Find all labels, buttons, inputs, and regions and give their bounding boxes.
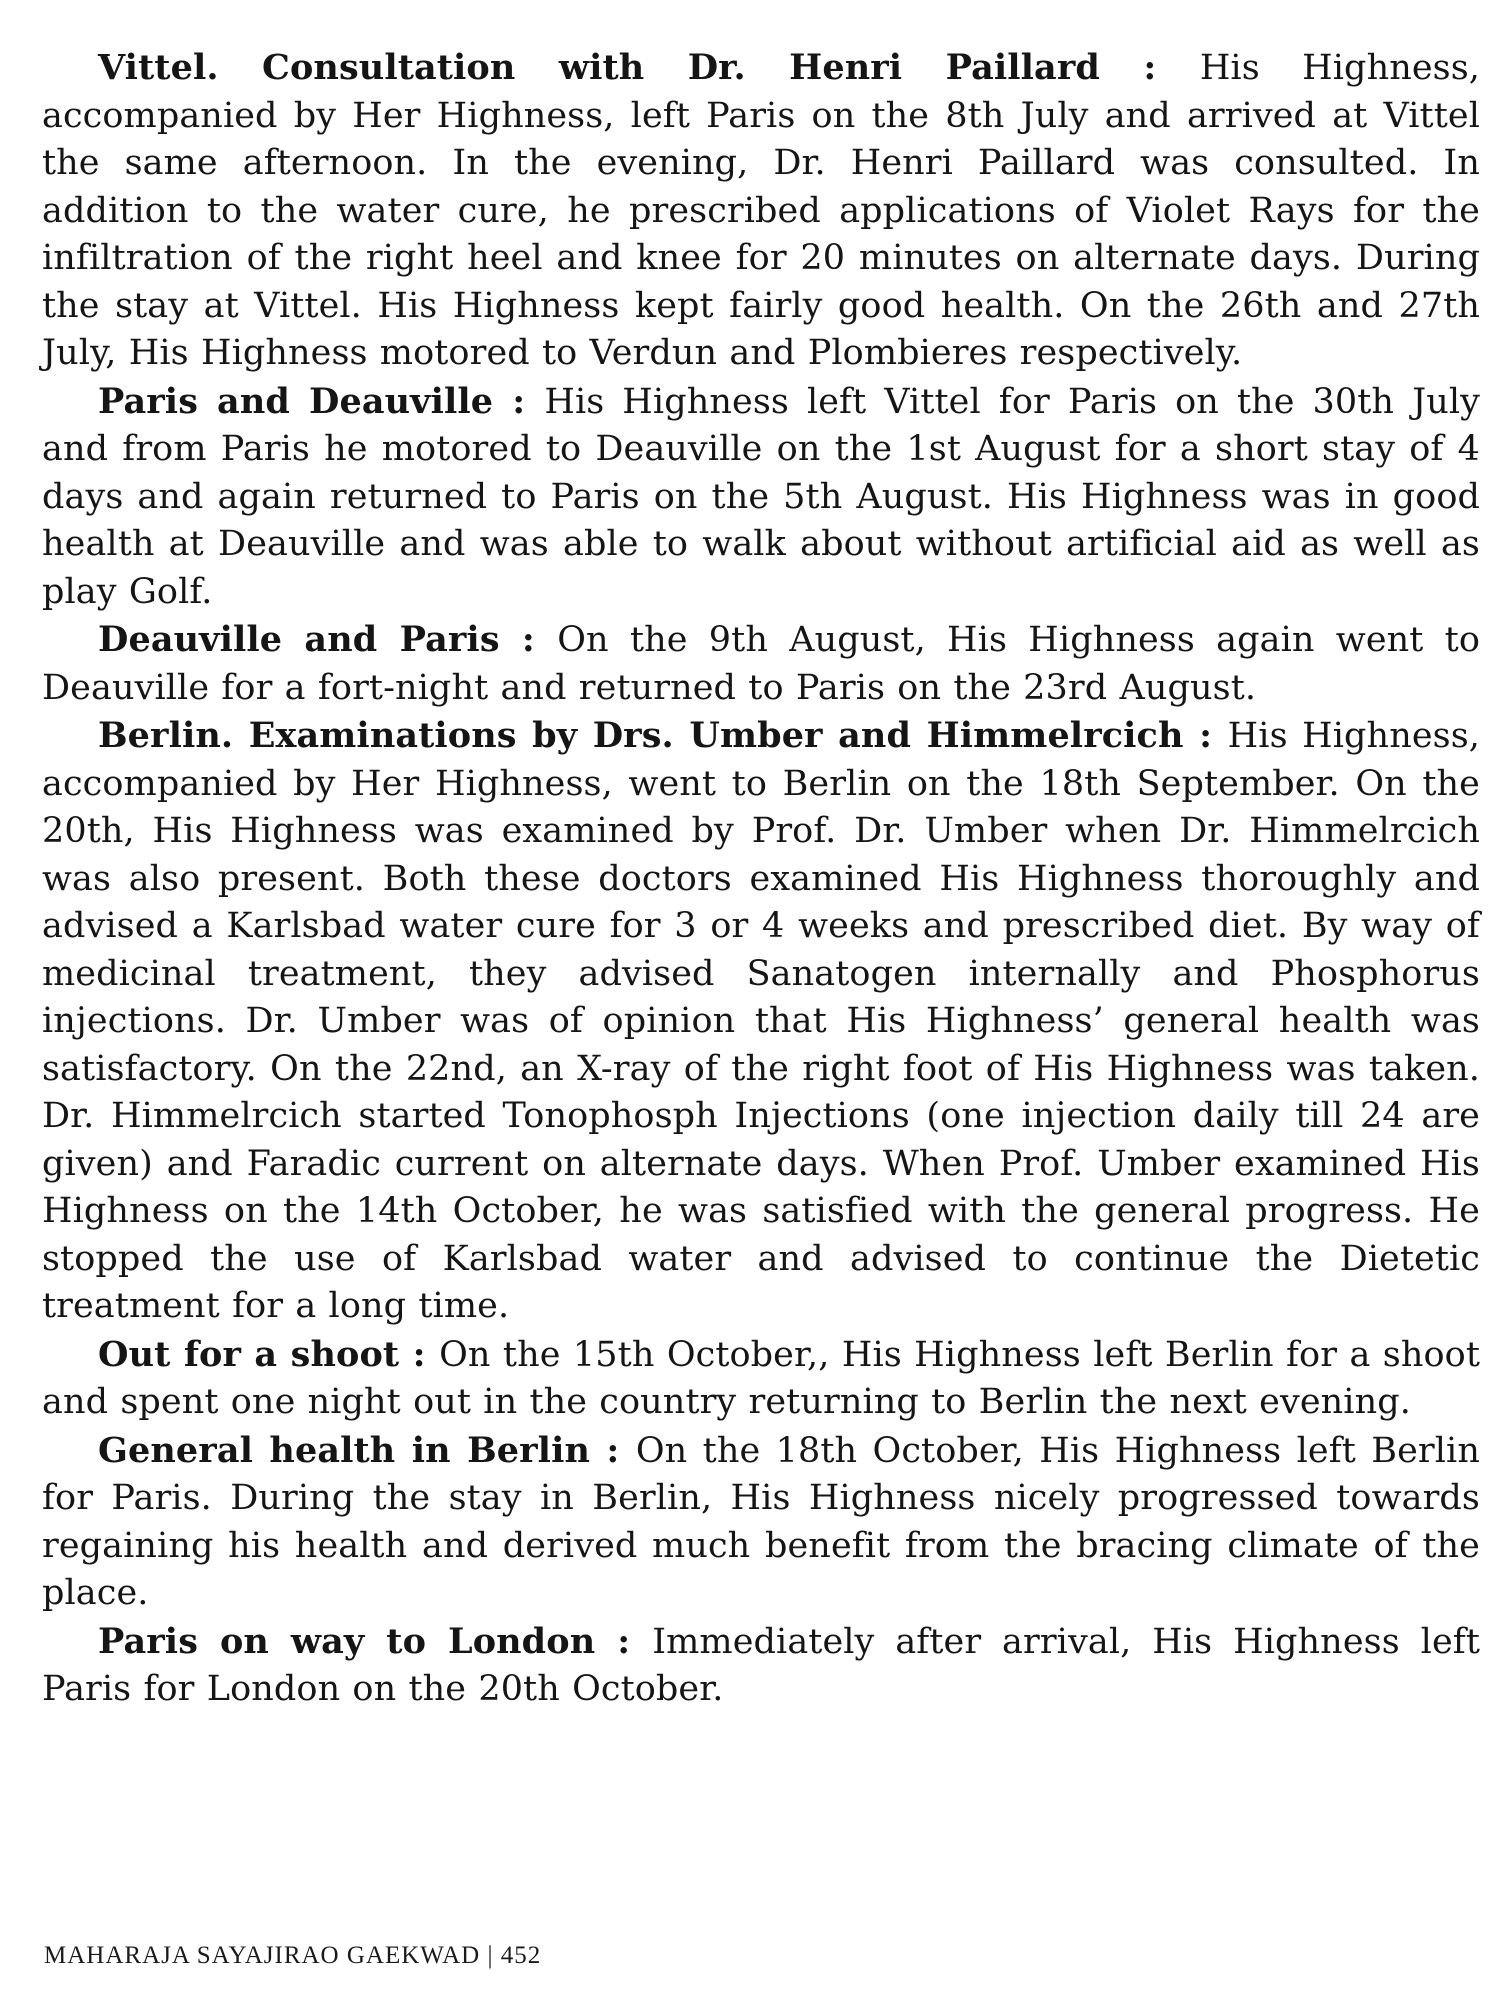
paragraph-heading: Deauville and Paris	[98, 619, 500, 660]
heading-separator: :	[499, 619, 558, 660]
paragraph-shoot	[42, 1331, 1480, 1427]
paragraph-body: His Highness left Vittel for Paris on the 30th July and from Paris he motored to Deauville on the 1st August for a short stay of 4 days and again returned to Paris on the 5th August. His Highness was in good health at Deauville and was able to walk about without artificial aid as well as play Golf.	[42, 381, 1481, 612]
page-footer: MAHARAJA SAYAJIRAO GAEKWAD | 452	[44, 1942, 542, 1969]
heading-separator: :	[399, 1333, 440, 1375]
paragraph-heading: General health in Berlin	[98, 1429, 591, 1471]
paragraph-paris-deauville	[42, 378, 1480, 617]
paragraph-body: On the 9th August, His Highness again went to Deauville for a fort-night and returned to Paris on the 23rd August.	[42, 620, 1481, 708]
paragraph-body: Immediately after arrival, His Highness left Paris for London on the 20th October.	[42, 1621, 1480, 1709]
paragraph-heading: Berlin. Examinations by Drs. Umber and Himmelrcich	[98, 715, 1184, 756]
paragraph-body: His Highness, accompanied by Her Highness, went to Berlin on the 18th September. On the 20th, His Highness was examined by Prof. Dr. Umber when Dr. Himmelrcich was also present. Both these doctors examined His Highness thoroughly and advised a Karlsbad water cure for 3 or 4 weeks and prescribed diet. By way of medicinal treatment, they advised Sanatogen internally and Phosphorus injections. Dr. Umber was of opinion that His Highness’ general health was satisfactory. On the 22nd, an X-ray of the right foot of His Highness was taken. Dr. Himmelrcich started Tonophosph Injections (one injection daily till 24 are given) and Faradic current on alternate days. When Prof. Umber examined His Highness on the 14th October, he was satisfied with the general progress. He stopped the use of Karlsbad water and advised to continue the Dietetic treatment for a long time.	[42, 716, 1480, 1326]
paragraph-heading: Out for a shoot	[98, 1333, 400, 1375]
heading-separator: :	[1183, 715, 1228, 756]
paragraph-body: His Highness, accompanied by Her Highness, left Paris on the 8th July and arrived at Vittel the same afternoon. In the evening, Dr. Henri Paillard was consulted. In addition to the water cure, he prescribed applications of Violet Rays for the infiltration of the right heel and knee for 20 minutes on alternate days. During the stay at Vittel. His Highness kept fairly good health. On the 26th and 27th July, His Highness motored to Verdun and Plombieres respectively.	[42, 48, 1481, 373]
document-page	[42, 44, 1480, 1944]
paragraph-heading: Paris on way to London	[98, 1620, 596, 1662]
paragraph-heading: Vittel. Consultation with Dr. Henri Paillard	[98, 47, 1100, 88]
paragraph-heading: Paris and Deauville	[98, 380, 494, 422]
paragraph-vittel	[42, 44, 1480, 378]
paragraph-general-health	[42, 1427, 1480, 1618]
paragraph-paris-london	[42, 1618, 1480, 1714]
heading-separator: :	[1099, 47, 1200, 88]
heading-separator: :	[590, 1429, 636, 1471]
paragraph-deauville-paris	[42, 616, 1480, 712]
heading-separator: :	[493, 380, 545, 422]
heading-separator: :	[595, 1620, 653, 1662]
paragraph-body: On the 18th October, His Highness left Berlin for Paris. During the stay in Berlin, His Highness nicely progressed towards regaining his health and derived much benefit from the bracing climate of the place.	[42, 1430, 1480, 1613]
paragraph-berlin	[42, 712, 1480, 1331]
paragraph-body: On the 15th October,, His Highness left Berlin for a shoot and spent one night out in the country returning to Berlin the next evening.	[42, 1334, 1481, 1422]
